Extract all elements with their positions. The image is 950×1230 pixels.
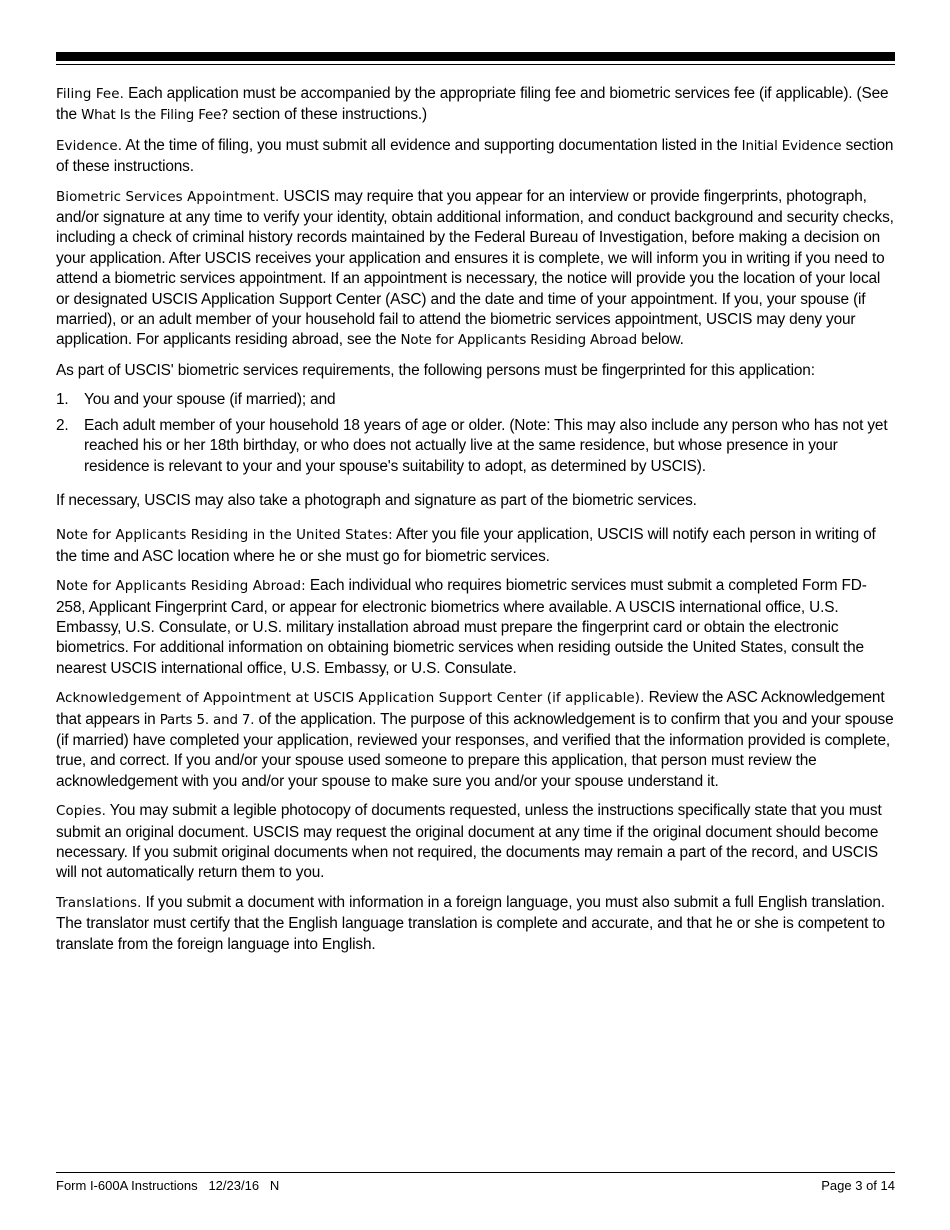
acknowledgement-text-b: of the application. The purpose of this acknowledgement is to confirm that you and your spouse (if married) have completed your application, reviewed your responses, and verified that the information provided is complete, true, and correct. If you and/or your spouse used someone to prepare this application, that person must review the acknowledgement with you and/or your spouse to make sure you and/or your spouse understand it.: [56, 710, 894, 790]
note-abroad-paragraph: [56, 576, 895, 679]
copies-heading: Copies.: [56, 804, 106, 820]
list-item: [56, 390, 895, 410]
list-item-text: Each adult member of your household 18 years of age or older. (Note: This may also include any person who has not yet reached his or her 18th birthday, or who does not actually live at the same residence, but whose presence in your residence is relevant to your and your spouse's suitability to adopt, as determined by USCIS).: [84, 416, 888, 475]
footer-page-number: Page 3 of 14: [821, 1178, 895, 1193]
biometric-reference: Note for Applicants Residing Abroad: [400, 333, 637, 349]
list-item-number: 1.: [56, 391, 69, 409]
note-us-text: After you file your application, USCIS will notify each person in writing of the time and ASC location where he or she must go for biometric services.: [56, 526, 876, 565]
filing-fee-heading: Filing Fee.: [56, 87, 124, 102]
biometric-paragraph: [56, 187, 895, 352]
header-thick-rule: [56, 52, 895, 61]
translations-text: If you submit a document with information in a foreign language, you must also submit a full English translation. The translator must certify that the English language translation is complete and accurate, and that he or she is competent to translate from the foreign language into English.: [56, 893, 885, 953]
footer-form-info: Form I-600A Instructions 12/23/16 N: [56, 1178, 280, 1193]
copies-text: You may submit a legible photocopy of documents requested, unless the instructions specifically state that you must submit an original document. USCIS may request the original document at any time if the original document should become necessary. If you submit original documents when not required, the documents may remain a part of the record, and USCIS will not automatically return them to you.: [56, 802, 882, 882]
translations-paragraph: [56, 893, 895, 955]
fingerprint-list: [56, 390, 895, 477]
list-item-text: You and your spouse (if married); and: [84, 391, 336, 409]
list-item-number: 2.: [56, 416, 69, 434]
acknowledgement-heading: Acknowledgement of Appointment at USCIS Application Support Center (if applicable).: [56, 691, 645, 707]
fingerprint-intro: As part of USCIS' biometric services requirements, the following persons must be fingerprinted for this application:: [56, 361, 815, 379]
biometric-heading: Biometric Services Appointment.: [56, 189, 280, 205]
evidence-text-a: At the time of filing, you must submit all evidence and supporting documentation listed in the: [122, 136, 742, 154]
note-abroad-heading: Note for Applicants Residing Abroad:: [56, 579, 306, 595]
filing-fee-reference: What Is the Filing Fee?: [81, 108, 229, 124]
footer-rule: [56, 1172, 895, 1173]
evidence-heading: Evidence.: [56, 138, 123, 154]
note-abroad-text: Each individual who requires biometric services must submit a completed Form FD-258, Applicant Fingerprint Card, or appear for electronic biometrics where available. A USCIS international office, U.S. Embassy, U.S. Consulate, or U.S. military installation abroad must prepare the fingerprint card or obtain the electronic biometrics. For additional information on obtaining biometric services when residing outside the United States, consult the nearest USCIS international office, U.S. Embassy, or U.S. Consulate.: [56, 577, 867, 677]
biometric-text-b: below.: [636, 331, 684, 349]
header-thin-rule: [56, 64, 895, 65]
list-item: [56, 416, 895, 477]
note-us-heading: Note for Applicants Residing in the United States:: [56, 528, 393, 544]
instructions-body: [56, 84, 895, 964]
filing-fee-text-a: Each application must be accompanied by the appropriate filing fee and biometric services fee (if applicable). (See the: [56, 85, 889, 124]
acknowledgement-reference: Parts 5. and 7.: [159, 712, 255, 728]
filing-fee-paragraph: [56, 84, 895, 127]
evidence-reference: Initial Evidence: [741, 138, 842, 154]
copies-paragraph: [56, 801, 895, 884]
evidence-paragraph: [56, 136, 895, 178]
filing-fee-text-b: section of these instructions.): [228, 106, 427, 124]
acknowledgement-paragraph: [56, 688, 895, 792]
photo-note: If necessary, USCIS may also take a photograph and signature as part of the biometric services.: [56, 491, 697, 509]
note-us-paragraph: [56, 525, 895, 567]
translations-heading: Translations.: [56, 895, 142, 911]
acknowledgement-text-a: Review the ASC Acknowledgement that appears in: [56, 689, 885, 728]
evidence-text-b: section of these instructions.: [56, 136, 894, 176]
biometric-text-a: USCIS may require that you appear for an interview or provide fingerprints, photograph, and/or signature at any time to verify your identity, obtain additional information, and conduct background and security checks, including a check of criminal history records maintained by the Federal Bureau of Investigation, before making a decision on your application. After USCIS receives your application and ensures it is complete, we will inform you in writing if you need to attend a biometric services appointment. If an appointment is necessary, the notice will provide you the location of your local or designated USCIS Application Support Center (ASC) and the date and time of your appointment. If you, your spouse (if married), or an adult member of your household fail to attend the biometric services appointment, USCIS may deny your application. For applicants residing abroad, see the: [56, 187, 894, 349]
